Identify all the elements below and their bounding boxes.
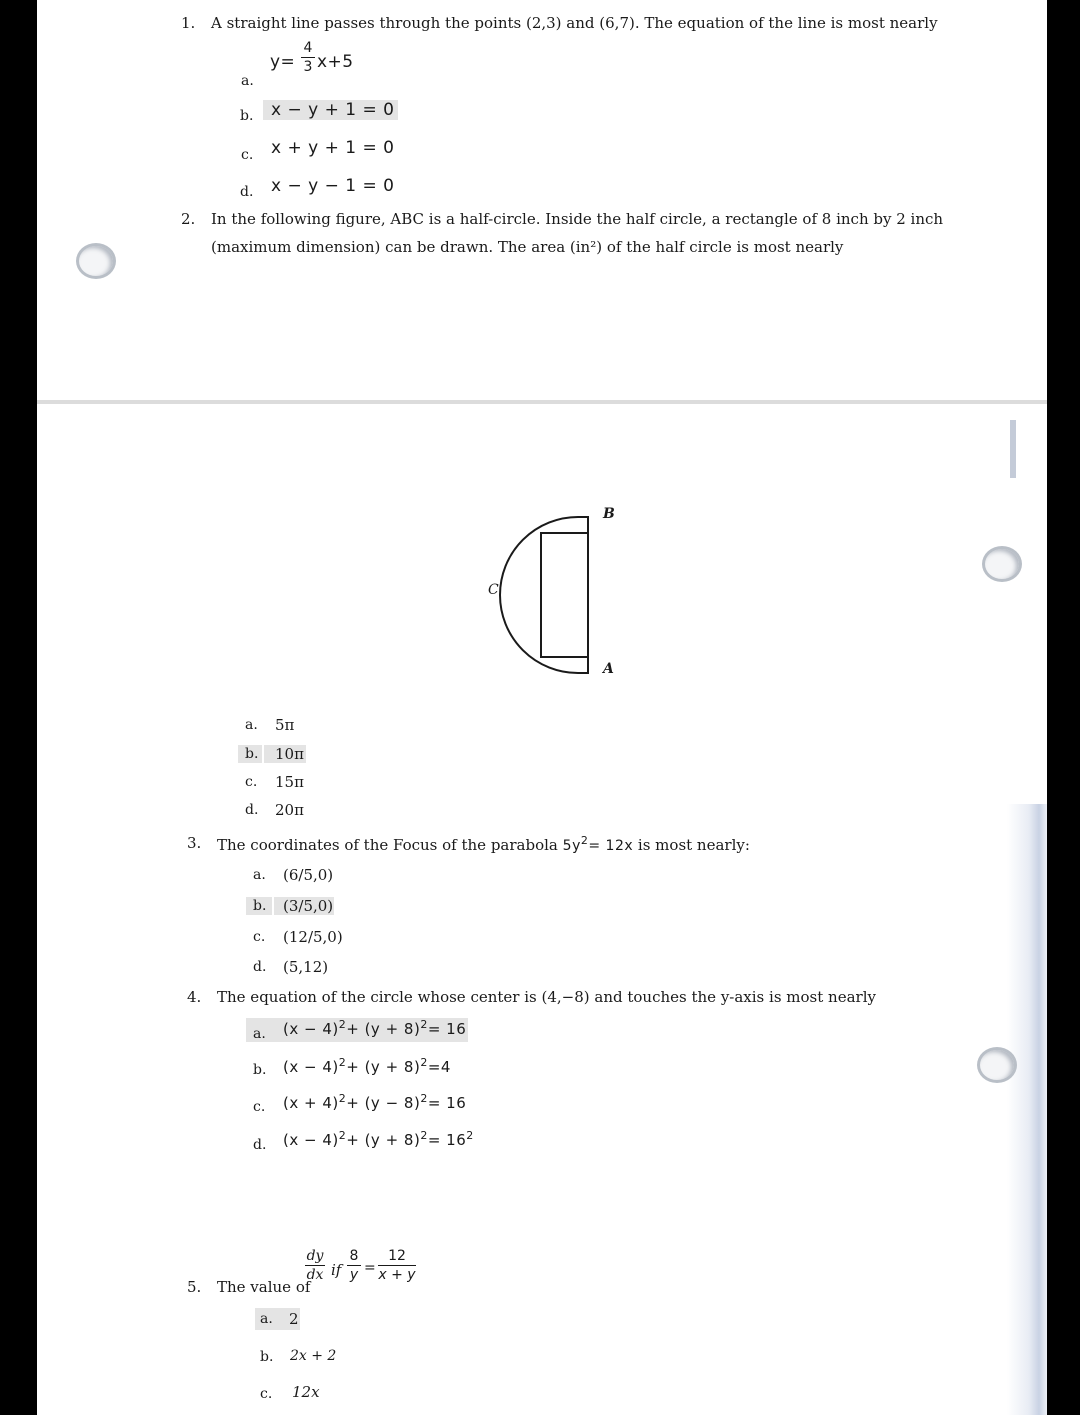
question-4-number: 4. <box>187 988 202 1006</box>
q1-option-a-rhs: x+5 <box>317 52 354 72</box>
q1-option-b-letter: b. <box>240 108 254 124</box>
q4d-exp-1: 2 <box>338 1129 347 1142</box>
q2-option-c-letter: c. <box>245 774 258 790</box>
q1-option-c-value: x + y + 1 = 0 <box>271 138 395 158</box>
q5-fraction-2 <box>378 1248 416 1283</box>
q2-option-d-letter: d. <box>245 802 259 818</box>
q3-option-c-letter: c. <box>253 929 266 945</box>
q3-text-before: The coordinates of the Focus of the parabola <box>217 836 558 854</box>
q2-option-b-value: 10π <box>264 745 306 763</box>
q5-option-c-value: 12x <box>292 1383 320 1401</box>
q5-dy: dy <box>306 1248 324 1264</box>
q4-option-c-value <box>283 1092 466 1112</box>
question-2-line-1: In the following figure, ABC is a half-circle. Inside the half circle, a rectangle of 8 inch by 2 inch <box>211 210 944 228</box>
q5-equals: = <box>364 1260 376 1276</box>
fraction-bar <box>305 1265 325 1266</box>
question-4-text: The equation of the circle whose center is (4,−8) and touches the y-axis is most nearly <box>217 988 876 1006</box>
q1-option-c-letter: c. <box>241 147 254 163</box>
q4d-part-3: = 16 <box>427 1131 467 1149</box>
binder-hole-icon <box>977 1047 1017 1083</box>
q4c-exp-1: 2 <box>338 1092 347 1105</box>
q4d-exp-3: 2 <box>466 1129 474 1142</box>
question-1-number: 1. <box>181 14 196 32</box>
q4a-part-1: (x − 4) <box>283 1020 339 1038</box>
q3-option-b-letter: b. <box>246 897 272 915</box>
fraction-bar <box>347 1265 361 1266</box>
fraction-bar <box>378 1265 416 1266</box>
q4-option-b-value <box>283 1056 451 1076</box>
q3-option-a-value: (6/5,0) <box>283 866 334 884</box>
q4b-part-3: =4 <box>427 1058 451 1076</box>
question-1-text: A straight line passes through the points (2,3) and (6,7). The equation of the line is most nearly <box>211 14 938 32</box>
figure-label-b: B <box>603 506 615 522</box>
q5-derivative <box>305 1248 325 1283</box>
binder-hole-icon <box>982 546 1022 582</box>
inscribed-rectangle <box>541 533 588 657</box>
q3-option-a-letter: a. <box>253 867 266 883</box>
q4c-part-3: = 16 <box>427 1094 467 1112</box>
q4a-part-2: + (y + 8) <box>346 1020 421 1038</box>
fraction-bar <box>301 57 315 58</box>
q1-option-a-lhs: y= <box>270 52 296 72</box>
q1-option-d-letter: d. <box>240 184 254 200</box>
question-3-number: 3. <box>187 834 202 852</box>
q4d-part-2: + (y + 8) <box>346 1131 421 1149</box>
figure-label-a: A <box>603 661 614 677</box>
question-2-line-2: (maximum dimension) can be drawn. The area (in²) of the half circle is most nearly <box>211 238 844 256</box>
q4c-part-1: (x + 4) <box>283 1094 339 1112</box>
q5-f1-numerator: 8 <box>349 1248 359 1264</box>
q5-f2-numerator: 12 <box>388 1248 406 1264</box>
q1-option-a-letter: a. <box>241 73 254 89</box>
question-3-text <box>217 834 750 854</box>
figure-label-c: C <box>488 582 499 598</box>
q4a-exp-2: 2 <box>420 1018 428 1031</box>
q4b-exp-2: 2 <box>420 1056 428 1069</box>
q4d-part-1: (x − 4) <box>283 1131 339 1149</box>
q4-option-b-letter: b. <box>253 1062 267 1078</box>
q2-option-b-letter: b. <box>238 745 262 763</box>
q3-option-c-value: (12/5,0) <box>283 928 343 946</box>
q4-option-a-letter: a. <box>253 1026 266 1042</box>
q4a-exp-1: 2 <box>338 1018 347 1031</box>
q1-frac-denominator: 3 <box>303 59 313 75</box>
q3-text-after: is most nearly: <box>637 836 750 854</box>
q3-option-d-letter: d. <box>253 959 267 975</box>
q1-option-a-fraction <box>301 40 315 75</box>
q4d-exp-2: 2 <box>420 1129 428 1142</box>
question-5-text: The value of <box>217 1278 311 1296</box>
q4-option-a-value <box>283 1018 466 1038</box>
q4-option-d-letter: d. <box>253 1137 267 1153</box>
question-2-number: 2. <box>181 210 196 228</box>
q4b-part-2: + (y + 8) <box>346 1058 421 1076</box>
page-two <box>37 404 1047 1415</box>
q3-option-d-value: (5,12) <box>283 958 329 976</box>
q3-eq-rhs: = 12x <box>588 838 634 854</box>
q2-option-c-value: 15π <box>275 773 304 791</box>
paper-edge-mark <box>1010 420 1016 478</box>
q1-option-d-value: x − y − 1 = 0 <box>271 176 395 196</box>
q5-f1-denominator: y <box>349 1267 359 1283</box>
q3-eq-exponent: 2 <box>580 834 589 847</box>
q1-option-b-value: x − y + 1 = 0 <box>263 100 398 120</box>
q5-option-c-letter: c. <box>260 1386 273 1402</box>
q4b-exp-1: 2 <box>338 1056 347 1069</box>
q1-frac-numerator: 4 <box>303 40 313 56</box>
binder-hole-icon <box>76 243 116 279</box>
q5-option-a-letter: a. <box>260 1311 273 1327</box>
half-circle-outline <box>500 517 588 673</box>
q5-if-word: if <box>331 1261 342 1279</box>
q3-eq-lhs: 5y <box>562 838 581 854</box>
page-one <box>37 0 1047 402</box>
q4-option-d-value <box>283 1129 474 1149</box>
q3-parabola-equation <box>562 834 634 854</box>
q5-fraction-1 <box>347 1248 361 1283</box>
q5-f2-denominator: x + y <box>378 1267 416 1283</box>
q2-option-a-letter: a. <box>245 717 258 733</box>
q5-option-b-value: 2x + 2 <box>290 1348 337 1364</box>
q4b-part-1: (x − 4) <box>283 1058 339 1076</box>
q2-option-d-value: 20π <box>275 801 304 819</box>
q4c-exp-2: 2 <box>420 1092 428 1105</box>
q4a-part-3: = 16 <box>427 1020 467 1038</box>
q5-option-a-value: 2 <box>289 1310 299 1328</box>
q4c-part-2: + (y − 8) <box>346 1094 421 1112</box>
q5-dx: dx <box>306 1267 324 1283</box>
q2-option-a-value: 5π <box>275 716 295 734</box>
q5-option-b-letter: b. <box>260 1349 274 1365</box>
paper-edge-shadow <box>1007 804 1047 1415</box>
q4-option-c-letter: c. <box>253 1099 266 1115</box>
question-5-number: 5. <box>187 1278 202 1296</box>
q3-option-b-value: (3/5,0) <box>274 897 334 915</box>
